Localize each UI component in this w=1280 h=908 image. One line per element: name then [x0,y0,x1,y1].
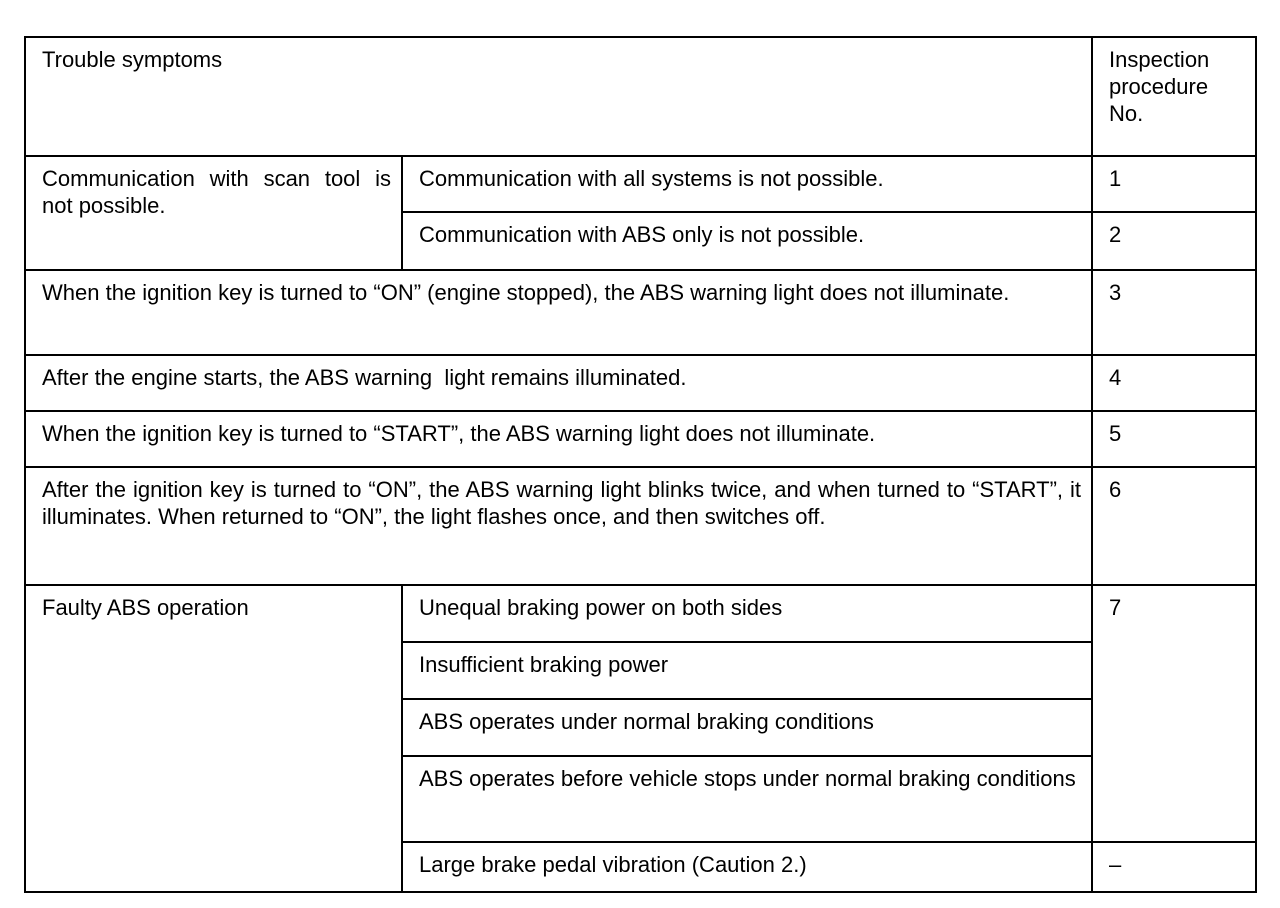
procedure-number-cell: 2 [1092,212,1256,270]
symptom-cell: When the ignition key is turned to “ON” (engine stopped), the ABS warning light does not illuminate. [25,270,1092,355]
procedure-number-cell: – [1092,842,1256,892]
symptom-cell: ABS operates before vehicle stops under normal braking conditions [402,756,1092,842]
symptom-cell: Insufficient braking power [402,642,1092,699]
symptom-cell: After the ignition key is turned to “ON”, the ABS warning light blinks twice, and when turned to “START”, it illuminates. When returned to “ON”, the light flashes once, and then switches off. [25,467,1092,585]
symptom-cell: Unequal braking power on both sides [402,585,1092,642]
procedure-number-cell: 6 [1092,467,1256,585]
table-row [25,467,1256,585]
symptom-cell: ABS operates under normal braking conditions [402,699,1092,756]
symptom-category-communication: Communication with scan tool is not possible. [25,156,402,270]
procedure-number-cell: 7 [1092,585,1256,842]
symptom-category-faulty-abs: Faulty ABS operation [25,585,402,892]
table-row [25,156,1256,212]
procedure-number-cell: 3 [1092,270,1256,355]
table-row [25,270,1256,355]
table-row [25,355,1256,411]
symptom-cell: Large brake pedal vibration (Caution 2.) [402,842,1092,892]
table-row [25,411,1256,467]
table-row [25,585,1256,642]
header-trouble-symptoms: Trouble symptoms [25,37,1092,156]
header-inspection-procedure [1092,37,1256,156]
header-inspection-procedure-text: Inspection procedure No. [1109,47,1210,126]
symptom-cell: Communication with all systems is not possible. [402,156,1092,212]
procedure-number-cell: 5 [1092,411,1256,467]
table-header-row [25,37,1256,156]
symptom-cell: After the engine starts, the ABS warning light remains illuminated. [25,355,1092,411]
trouble-symptoms-table [24,36,1257,893]
symptom-cell: Communication with ABS only is not possible. [402,212,1092,270]
procedure-number-cell: 4 [1092,355,1256,411]
procedure-number-cell: 1 [1092,156,1256,212]
symptom-cell: When the ignition key is turned to “START”, the ABS warning light does not illuminate. [25,411,1092,467]
